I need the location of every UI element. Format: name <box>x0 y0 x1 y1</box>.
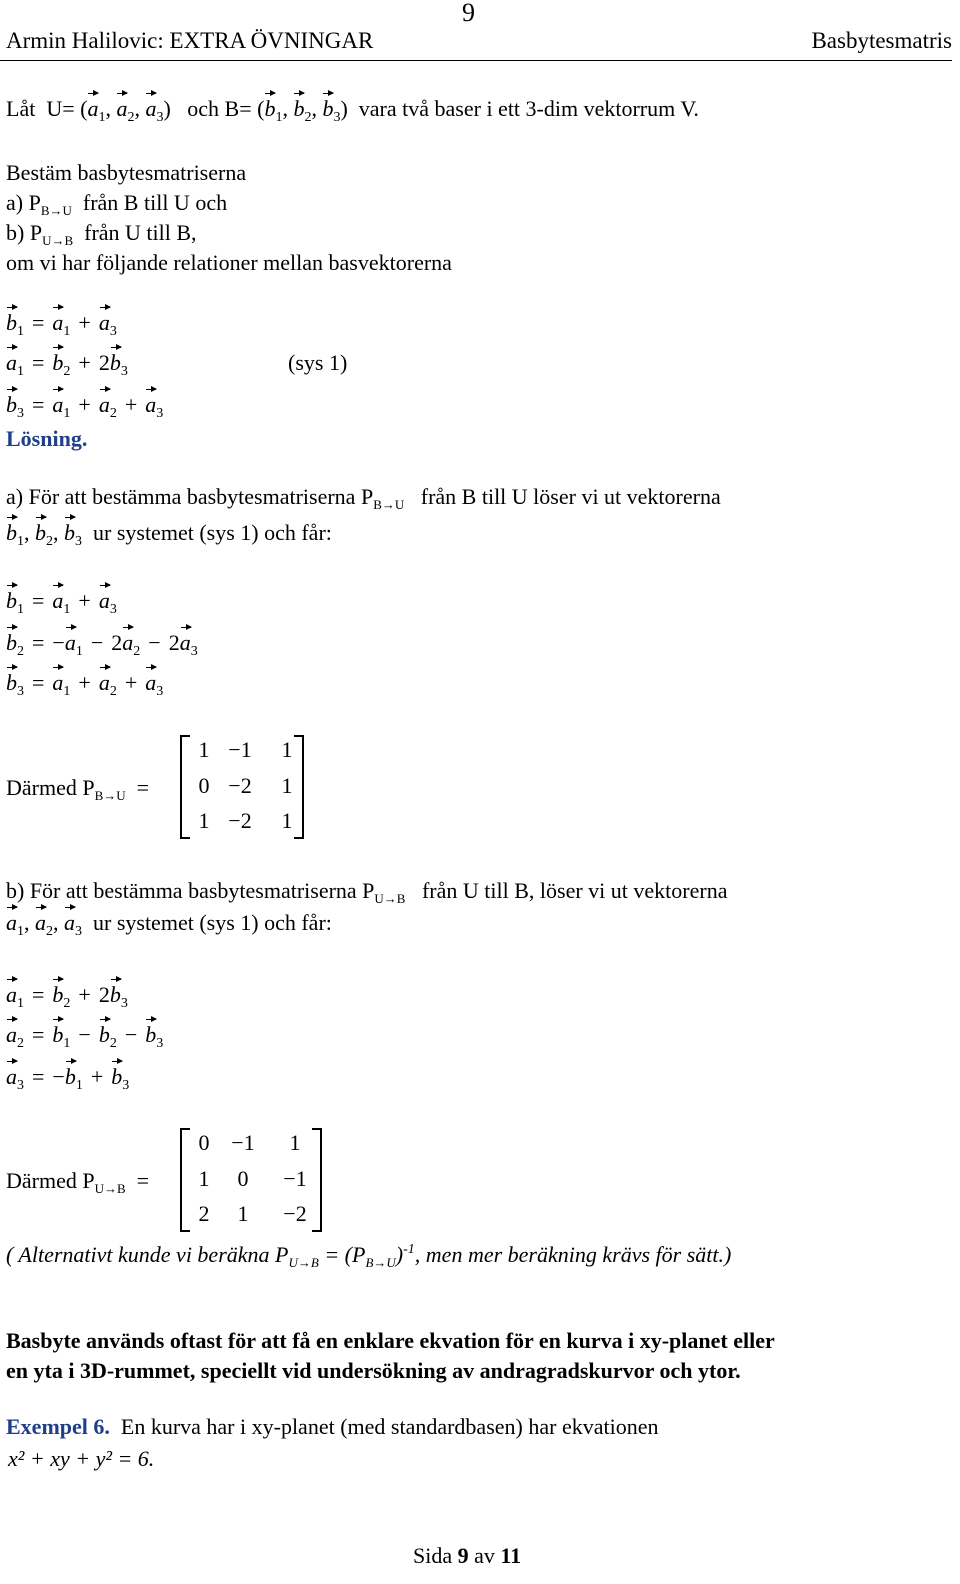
task-line-a: a) $P_{B\to U}$ från B till U och <box>6 190 228 218</box>
matrix-a <box>180 735 304 839</box>
matrix-a-cell: 1 <box>281 773 293 798</box>
part-b-eq3: $a_3 = -b_1 + b_3$ <box>6 1064 130 1093</box>
part-b-eq1: $a_1 = b_2 + 2b_3$ <box>6 982 128 1011</box>
matrix-b-cell: −1 <box>283 1166 307 1191</box>
matrix-a-cell: 1 <box>281 808 293 833</box>
matrix-a-cell: −2 <box>228 808 252 833</box>
part-a-line2: $b_1$, $b_2$, $b_3$ ur systemet (sys 1) och får: <box>6 520 332 549</box>
matrix-a-cell: 0 <box>198 773 210 798</box>
bold-paragraph-line1: Basbyte används oftast för att få en enklare ekvation för en kurva i xy-planet eller <box>6 1328 775 1353</box>
matrix-a-cell: 1 <box>198 808 210 833</box>
sys1-label: (sys 1) <box>288 350 348 375</box>
part-b-line1: b) För att bestämma basbytesmatriserna $P_{U\to B}$ från U till B, löser vi ut vektorerna <box>6 878 728 906</box>
matrix-b-cell: −1 <box>231 1130 255 1155</box>
matrix-b-cell: 0 <box>237 1166 249 1191</box>
part-a-eq1: $b_1 = a_1 + a_3$ <box>6 588 117 617</box>
header-right: Basbytesmatris <box>811 28 952 53</box>
matrix-a-label: Därmed $P_{B\to U}$ = <box>6 775 150 803</box>
intro-line: Låt $U= (a_1$, $a_2$, $a_3$) och $B= (b_1$, $b_2$, $b_3$) vara två baser i ett 3-dim vektorrum V. <box>6 96 699 125</box>
matrix-b-cell: 1 <box>198 1166 210 1191</box>
part-a-eq3: $b_3 = a_1 + a_2 + a_3$ <box>6 670 164 699</box>
part-b-eq2: $a_2 = b_1 - b_2 - b_3$ <box>6 1022 164 1051</box>
matrix-a-cell: −2 <box>228 773 252 798</box>
matrix-b-cell: 0 <box>198 1130 210 1155</box>
sys1-eq3: $b_3 = a_1 + a_2 + a_3$ <box>6 392 164 421</box>
matrix-b <box>180 1128 322 1232</box>
example-label: Exempel 6. <box>6 1414 110 1439</box>
page-number: 9 <box>462 0 475 27</box>
matrix-a-cell: −1 <box>228 737 252 762</box>
matrix-b-cell: 1 <box>289 1130 301 1155</box>
task-line1: Bestäm basbytesmatriserna <box>6 160 247 185</box>
matrix-a-cell: 1 <box>198 737 210 762</box>
sys1-eq2: $a_1 = b_2 + 2b_3$ <box>6 350 128 379</box>
matrix-b-cell: −2 <box>283 1201 307 1226</box>
task-line4: om vi har följande relationer mellan basvektorerna <box>6 250 452 275</box>
header-rule <box>0 60 952 61</box>
bold-paragraph-line2: en yta i 3D-rummet, speciellt vid undersökning av andragradskurvor och ytor. <box>6 1358 741 1383</box>
sys1-eq1: $b_1 = a_1 + a_3$ <box>6 310 117 339</box>
part-b-line2: $a_1$, $a_2$, $a_3$ ur systemet (sys 1) och får: <box>6 910 332 939</box>
example-equation: x² + xy + y² = 6. <box>8 1446 155 1471</box>
matrix-b-cell: 2 <box>198 1201 210 1226</box>
example-line: Exempel 6. En kurva har i xy-planet (med standardbasen) har ekvationen <box>6 1414 659 1439</box>
part-a-line1: a) För att bestämma basbytesmatriserna $P_{B\to U}$ från B till U löser vi ut vektorerna <box>6 484 721 512</box>
page-footer: Sida 9 av 11 <box>413 1543 522 1568</box>
solution-heading: Lösning. <box>6 426 88 451</box>
alternative-note: ( Alternativt kunde vi beräkna $P_{U\to B} = (P_{B\to U})^{-1}$, men mer beräkning krävs för sätt.) <box>6 1242 732 1270</box>
matrix-b-cell: 1 <box>237 1201 249 1226</box>
part-a-eq2: $b_2 = -a_1 - 2a_2 - 2a_3$ <box>6 630 198 659</box>
matrix-b-label: Därmed $P_{U\to B}$ = <box>6 1168 150 1196</box>
task-line-b: b) $P_{U\to B}$ från U till B, <box>6 220 197 248</box>
matrix-a-cell: 1 <box>281 737 293 762</box>
header-left: Armin Halilovic: EXTRA ÖVNINGAR <box>6 28 374 53</box>
